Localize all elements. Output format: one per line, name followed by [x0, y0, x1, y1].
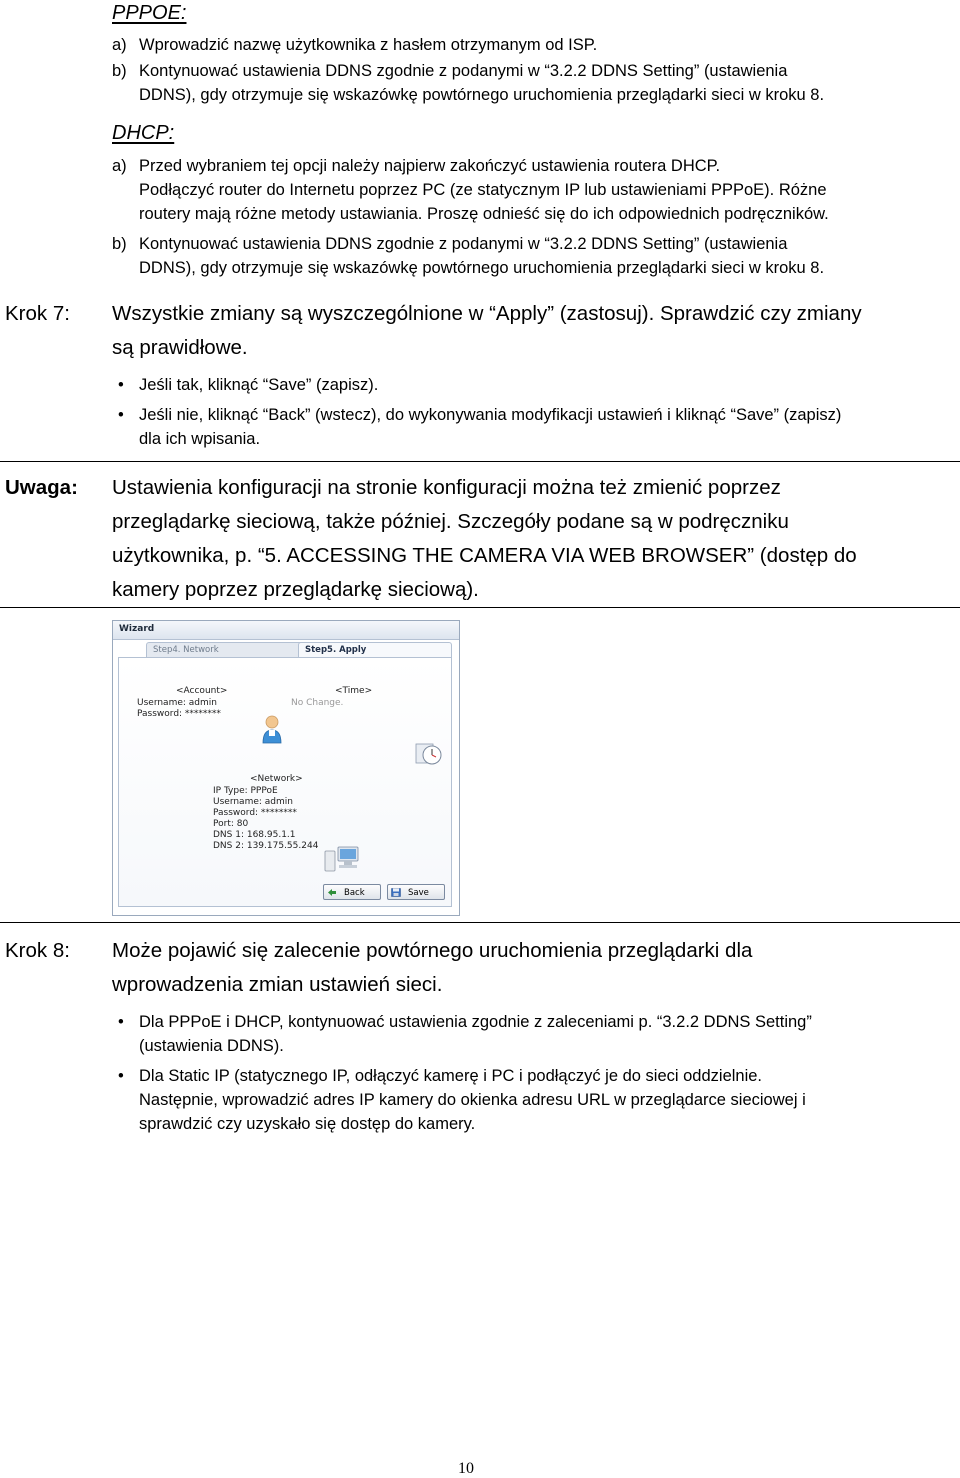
network-line: DNS 1: 168.95.1.1 [213, 830, 296, 840]
item-line: Przed wybraniem tej opcji należy najpierw zakończyć ustawienia routera DHCP. [139, 157, 721, 175]
bullet-line: Dla Static IP (statycznego IP, odłączyć kamerę i PC i podłączyć je do sieci oddzielnie. [139, 1067, 763, 1085]
divider [0, 922, 960, 923]
bullet-item [112, 1064, 957, 1136]
user-icon [261, 714, 283, 744]
dhcp-list [112, 154, 952, 280]
bullet-item [112, 373, 957, 397]
save-button-label: Save [408, 888, 429, 898]
step7-bullets [112, 373, 957, 451]
text-line: Ustawienia konfiguracji na stronie konfiguracji można też zmienić poprzez [112, 476, 781, 499]
bullet-line: Jeśli tak, kliknąć “Save” (zapisz). [139, 376, 379, 394]
text-line: wprowadzenia zmian ustawień sieci. [112, 973, 443, 996]
wizard-title: Wizard [119, 624, 155, 634]
bullet-line: dla ich wpisania. [139, 430, 261, 448]
item-marker: a) [112, 157, 127, 175]
bullet-line: (ustawienia DDNS). [139, 1037, 284, 1055]
network-line: Port: 80 [213, 819, 249, 829]
network-line: DNS 2: 139.175.55.244 [213, 841, 319, 851]
text-line: Wszystkie zmiany są wyszczególnione w “Apply” (zastosuj). Sprawdzić czy zmiany [112, 302, 862, 325]
step7-label: Krok 7: [5, 302, 70, 325]
back-button-label: Back [344, 888, 365, 898]
account-line: Username: admin [137, 698, 217, 708]
step8-text [112, 934, 957, 1002]
step8-bullets [112, 1010, 957, 1136]
network-icon [324, 845, 360, 873]
bullet-line: Jeśli nie, kliknąć “Back” (wstecz), do wykonywania modyfikacji ustawień i kliknąć “Save” (zapisz) [139, 406, 842, 424]
item-line: Kontynuować ustawienia DDNS zgodnie z podanymi w “3.2.2 DDNS Setting” (ustawienia [139, 62, 788, 80]
wizard-screenshot [112, 620, 460, 916]
divider [0, 607, 960, 608]
list-item [112, 154, 952, 226]
tab-label: Step4. Network [153, 645, 219, 655]
note-text [112, 471, 955, 607]
item-line: DDNS), gdy otrzymuje się wskazówkę powtórnego uruchomienia przeglądarki sieci w kroku 8. [139, 259, 825, 277]
item-line: Wprowadzić nazwę użytkownika z hasłem otrzymanym od ISP. [139, 36, 598, 54]
bullet-item [112, 1010, 957, 1058]
bullet-line: Dla PPPoE i DHCP, kontynuować ustawienia zgodnie z zaleceniami p. “3.2.2 DDNS Setting” [139, 1013, 812, 1031]
time-value: No Change. [291, 698, 344, 708]
text-line: są prawidłowe. [112, 336, 248, 359]
clock-icon [415, 742, 443, 766]
text-line: Może pojawić się zalecenie powtórnego uruchomienia przeglądarki dla [112, 939, 753, 962]
bullet-line: sprawdzić czy uzyskało się dostęp do kamery. [139, 1115, 476, 1133]
wizard-tabs [118, 642, 452, 658]
time-heading: <Time> [335, 686, 373, 696]
account-heading: <Account> [176, 686, 228, 696]
back-button[interactable] [323, 884, 381, 900]
bullet-marker: • [118, 406, 124, 424]
network-line: Password: ******** [213, 808, 297, 818]
tab-label: Step5. Apply [305, 645, 367, 655]
text-line: użytkownika, p. “5. ACCESSING THE CAMERA VIA WEB BROWSER” (dostęp do [112, 544, 857, 567]
text-line: przeglądarkę sieciową, także później. Szczegóły podane są w podręczniku [112, 510, 789, 533]
item-line: routery mają różne metody ustawiania. Proszę odnieść się do ich odpowiednich podręczników. [139, 205, 829, 223]
tab-step5-apply[interactable] [298, 642, 452, 657]
text-line: kamery poprzez przeglądarkę sieciową). [112, 578, 479, 601]
list-item [112, 59, 952, 107]
wizard-body [118, 657, 452, 907]
save-button[interactable] [387, 884, 445, 900]
item-line: DDNS), gdy otrzymuje się wskazówkę powtórnego uruchomienia przeglądarki sieci w kroku 8. [139, 86, 825, 104]
bullet-marker: • [118, 1067, 124, 1085]
item-marker: b) [112, 62, 127, 80]
step7-text [112, 297, 957, 365]
divider [0, 461, 960, 462]
note-label: Uwaga: [5, 476, 78, 499]
item-marker: b) [112, 235, 127, 253]
network-line: Username: admin [213, 797, 293, 807]
bullet-item [112, 403, 957, 451]
page-number: 10 [458, 1460, 474, 1477]
list-item [112, 232, 952, 280]
item-line: Podłączyć router do Internetu poprzez PC (ze statycznym IP lub ustawieniami PPPoE). Różne [139, 181, 827, 199]
network-heading: <Network> [250, 774, 303, 784]
bullet-marker: • [118, 1013, 124, 1031]
item-marker: a) [112, 36, 127, 54]
network-line: IP Type: PPPoE [213, 786, 278, 796]
bullet-marker: • [118, 376, 124, 394]
pppoe-heading: PPPOE: [112, 2, 187, 24]
wizard-titlebar [113, 621, 459, 640]
save-disk-icon [391, 888, 401, 897]
step8-label: Krok 8: [5, 939, 70, 962]
item-line: Kontynuować ustawienia DDNS zgodnie z podanymi w “3.2.2 DDNS Setting” (ustawienia [139, 235, 788, 253]
tab-step4-network[interactable] [146, 642, 311, 657]
account-line: Password: ******** [137, 709, 221, 719]
bullet-line: Następnie, wprowadzić adres IP kamery do okienka adresu URL w przeglądarce sieciowej i [139, 1091, 806, 1109]
dhcp-heading: DHCP: [112, 122, 175, 144]
pppoe-list [112, 33, 952, 107]
list-item [112, 33, 952, 57]
back-arrow-icon [327, 888, 337, 897]
